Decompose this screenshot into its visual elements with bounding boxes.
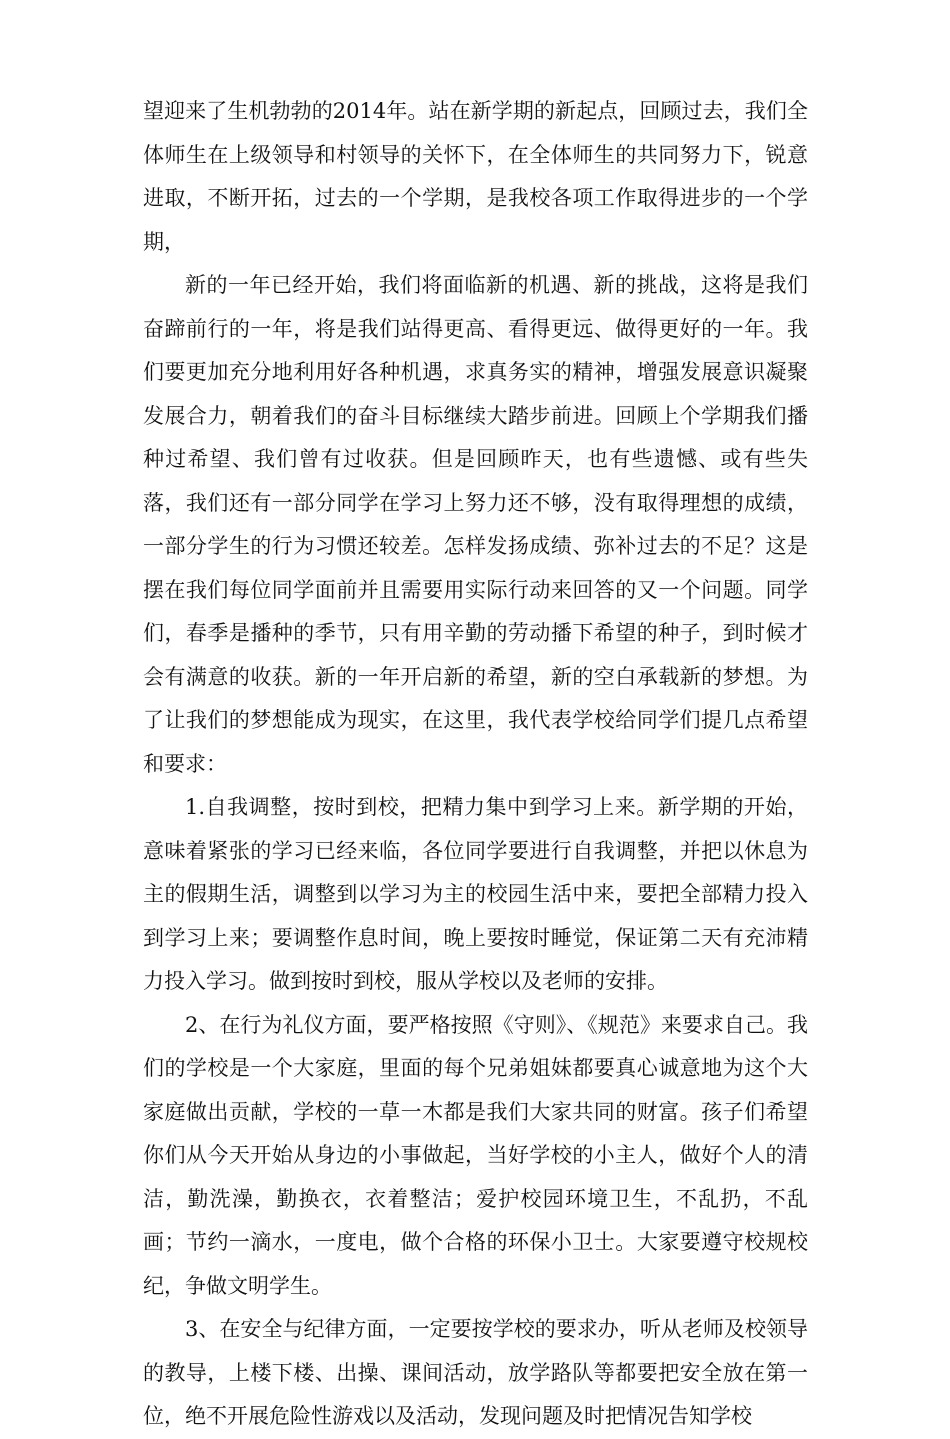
paragraph-1: 望迎来了生机勃勃的2014年。站在新学期的新起点，回顾过去，我们全体师生在上级领导和村领导的关怀下，在全体师生的共同努力下，锐意进取，不断开拓，过去的一个学期，是我校各项工作取得进步的一个学期， <box>143 99 808 254</box>
paragraph-4-item-2: 2、在行为礼仪方面，要严格按照《守则》、《规范》来要求自己。我们的学校是一个大家庭，里面的每个兄弟姐妹都要真心诚意地为这个大家庭做出贡献，学校的一草一木都是我们大家共同的财富。孩子们希望你们从今天开始从身边的小事做起，当好学校的小主人，做好个人的清洁，勤洗澡，勤换衣，衣着整洁；爱护校园环境卫生，不乱扔，不乱画；节约一滴水，一度电，做个合格的环保小卫士。大家要遵守校规校纪，争做文明学生。 <box>143 1012 808 1298</box>
paragraph-3-item-1: 1.自我调整，按时到校，把精力集中到学习上来。新学期的开始，意味着紧张的学习已经来临，各位同学要进行自我调整，并把以休息为主的假期生活，调整到以学习为主的校园生活中来，要把全部精力投入到学习上来；要调整作息时间，晚上要按时睡觉，保证第二天有充沛精力投入学习。做到按时到校，服从学校以及老师的安排。 <box>143 795 808 993</box>
paragraph-5-item-3: 3、在安全与纪律方面，一定要按学校的要求办，听从老师及校领导的教导，上楼下楼、出操、课间活动，放学路队等都要把安全放在第一位，绝不开展危险性游戏以及活动，发现问题及时把情况告知学校 <box>143 1317 808 1428</box>
document-body <box>143 90 808 1439</box>
paragraph-2: 新的一年已经开始，我们将面临新的机遇、新的挑战，这将是我们奋蹄前行的一年，将是我们站得更高、看得更远、做得更好的一年。我们要更加充分地利用好各种机遇，求真务实的精神，增强发展意识凝聚发展合力，朝着我们的奋斗目标继续大踏步前进。回顾上个学期我们播种过希望、我们曾有过收获。但是回顾昨天，也有些遗憾、或有些失落，我们还有一部分同学在学习上努力还不够，没有取得理想的成绩，一部分学生的行为习惯还较差。怎样发扬成绩、弥补过去的不足？这是摆在我们每位同学面前并且需要用实际行动来回答的又一个问题。同学们，春季是播种的季节，只有用辛勤的劳动播下希望的种子，到时候才会有满意的收获。新的一年开启新的希望，新的空白承载新的梦想。为了让我们的梦想能成为现实，在这里，我代表学校给同学们提几点希望和要求： <box>143 273 808 776</box>
